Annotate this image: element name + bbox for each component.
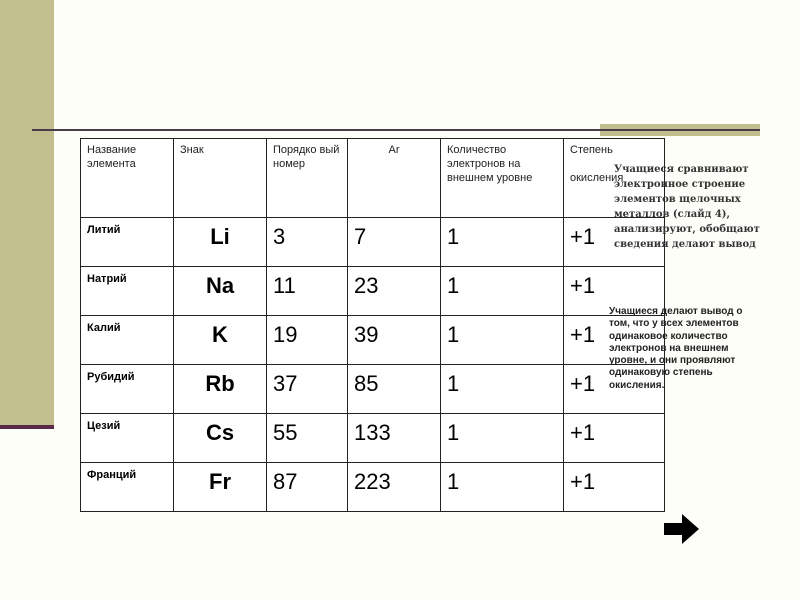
element-symbol-cell: Li xyxy=(174,218,267,267)
oxidation-state-cell: +1 xyxy=(564,365,665,414)
header-symbol: Знак xyxy=(174,139,267,218)
header-oxidation: Степень окисления xyxy=(564,139,665,218)
atomic-mass-cell: 133 xyxy=(348,414,441,463)
atomic-number-cell: 3 xyxy=(267,218,348,267)
element-name-cell: Франций xyxy=(81,463,174,512)
table-header-row xyxy=(81,139,665,218)
oxidation-state-cell: +1 xyxy=(564,218,665,267)
table-row xyxy=(81,414,665,463)
atomic-mass-cell: 39 xyxy=(348,316,441,365)
header-electrons: Количество электронов на внешнем уровне xyxy=(441,139,564,218)
decorative-side-bar xyxy=(0,0,54,425)
element-name-cell: Литий xyxy=(81,218,174,267)
oxidation-state-cell: +1 xyxy=(564,414,665,463)
atomic-number-cell: 19 xyxy=(267,316,348,365)
element-name-cell: Цезий xyxy=(81,414,174,463)
oxidation-state-cell: +1 xyxy=(564,463,665,512)
alkali-metals-table xyxy=(80,138,665,512)
atomic-mass-cell: 223 xyxy=(348,463,441,512)
table-row xyxy=(81,316,665,365)
element-name-cell: Рубидий xyxy=(81,365,174,414)
outer-electrons-cell: 1 xyxy=(441,218,564,267)
teacher-note-compare: Учащиеся сравнивают электронное строение элементов щелочных металлов (слайд 4), анализируют, обобщают сведения делают вывод xyxy=(614,164,760,250)
header-name: Название элемента xyxy=(81,139,174,218)
atomic-number-cell: 87 xyxy=(267,463,348,512)
atomic-mass-cell: 85 xyxy=(348,365,441,414)
arrow-right-icon xyxy=(664,512,700,546)
table-row xyxy=(81,218,665,267)
decorative-side-bar-edge xyxy=(0,425,54,429)
element-symbol-cell: Cs xyxy=(174,414,267,463)
oxidation-state-cell: +1 xyxy=(564,267,665,316)
atomic-number-cell: 55 xyxy=(267,414,348,463)
element-symbol-cell: K xyxy=(174,316,267,365)
table-row xyxy=(81,365,665,414)
element-name-cell: Калий xyxy=(81,316,174,365)
atomic-number-cell: 11 xyxy=(267,267,348,316)
atomic-mass-cell: 7 xyxy=(348,218,441,267)
outer-electrons-cell: 1 xyxy=(441,463,564,512)
atomic-number-cell: 37 xyxy=(267,365,348,414)
outer-electrons-cell: 1 xyxy=(441,414,564,463)
header-number: Порядко вый номер xyxy=(267,139,348,218)
table-row xyxy=(81,267,665,316)
outer-electrons-cell: 1 xyxy=(441,316,564,365)
element-symbol-cell: Fr xyxy=(174,463,267,512)
table-row xyxy=(81,463,665,512)
teacher-note-conclusion: Учащиеся делают вывод о том, что у всех элементов одинаковое количество электронов на внешнем уровне, и они проявляют одинаковую степень окисления. xyxy=(609,306,743,391)
element-symbol-cell: Na xyxy=(174,267,267,316)
element-symbol-cell: Rb xyxy=(174,365,267,414)
header-ar: Ar xyxy=(348,139,441,218)
title-divider-line xyxy=(32,129,600,131)
outer-electrons-cell: 1 xyxy=(441,365,564,414)
outer-electrons-cell: 1 xyxy=(441,267,564,316)
atomic-mass-cell: 23 xyxy=(348,267,441,316)
element-name-cell: Натрий xyxy=(81,267,174,316)
next-slide-button[interactable] xyxy=(664,512,700,546)
decorative-right-band-line xyxy=(600,129,760,131)
oxidation-state-cell: +1 xyxy=(564,316,665,365)
